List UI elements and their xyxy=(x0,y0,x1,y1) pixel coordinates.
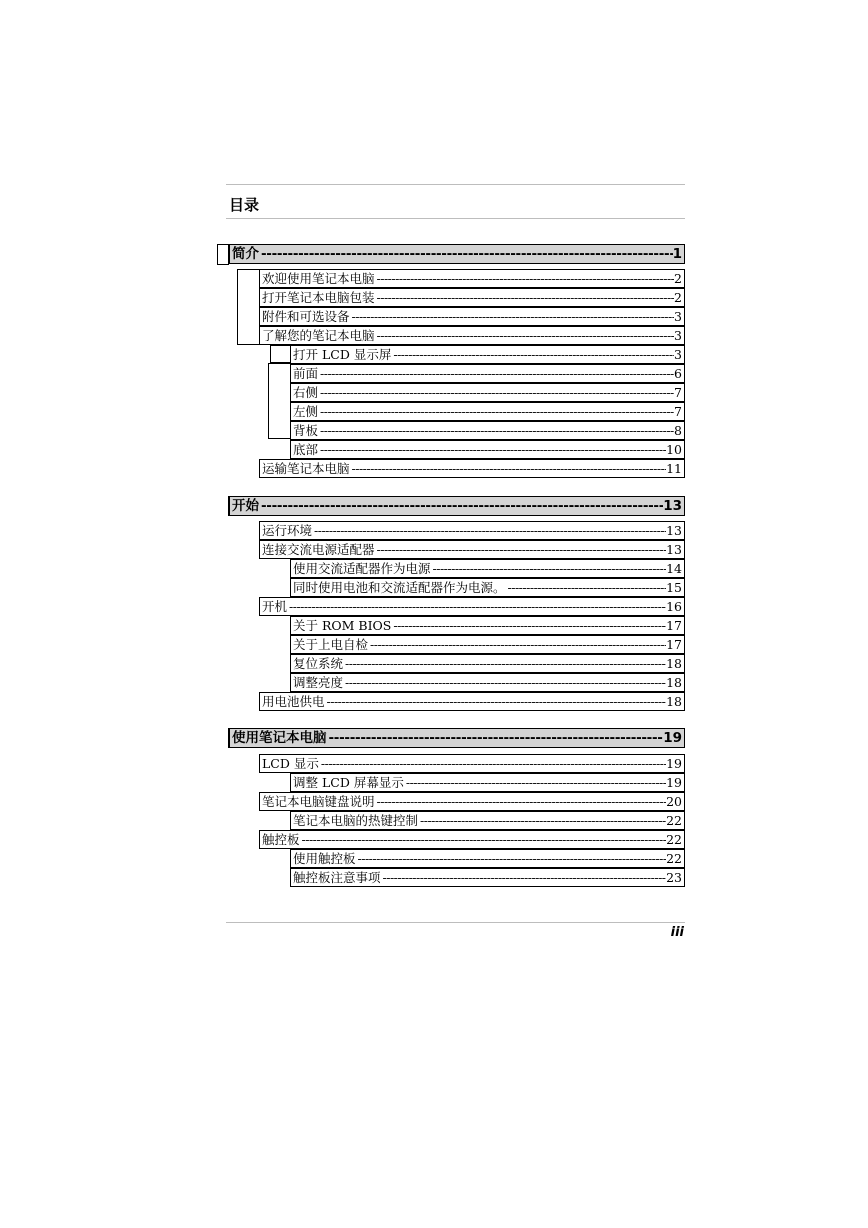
toc-entry[interactable] xyxy=(259,326,685,345)
entry-label: 用电池供电 xyxy=(262,694,325,709)
dot-leader xyxy=(375,793,667,810)
entry-label: 附件和可选设备 xyxy=(262,309,350,324)
dot-leader xyxy=(343,674,666,691)
toc-entry[interactable] xyxy=(290,673,685,692)
header-rule-top xyxy=(226,184,685,185)
entry-page: 17 xyxy=(666,637,682,652)
dot-leader xyxy=(375,541,667,558)
toc-entry[interactable] xyxy=(259,830,685,849)
entry-label: 右侧 xyxy=(293,385,319,400)
toc-entry[interactable] xyxy=(290,421,685,440)
decorative-box xyxy=(268,363,291,439)
entry-label: 打开 LCD 显示屏 xyxy=(293,347,392,362)
entry-label: 运输笔记本电脑 xyxy=(262,461,350,476)
dot-leader xyxy=(325,693,667,710)
entry-label: 复位系统 xyxy=(293,656,344,671)
entry-label: 左侧 xyxy=(293,404,319,419)
toc-entry[interactable] xyxy=(259,269,685,288)
entry-page: 3 xyxy=(674,328,682,343)
entry-label: 背板 xyxy=(293,423,319,438)
entry-page: 22 xyxy=(666,851,682,866)
entry-page: 22 xyxy=(666,813,682,828)
toc-entry[interactable] xyxy=(259,459,685,478)
entry-label: 开机 xyxy=(262,599,288,614)
entry-page: 19 xyxy=(666,756,682,771)
entry-label: LCD 显示 xyxy=(262,756,319,771)
dot-leader xyxy=(318,422,674,439)
dot-leader xyxy=(381,869,667,886)
toc-entry[interactable] xyxy=(259,288,685,307)
toc-entry[interactable] xyxy=(259,307,685,326)
toc-entry[interactable] xyxy=(290,773,685,792)
dot-leader xyxy=(259,246,673,263)
dot-leader xyxy=(375,270,675,287)
dot-leader xyxy=(343,655,666,672)
entry-label: 欢迎使用笔记本电脑 xyxy=(262,271,375,286)
entry-label: 触控板注意事项 xyxy=(293,870,381,885)
toc-entry[interactable] xyxy=(290,440,685,459)
toc-entry[interactable] xyxy=(290,868,685,887)
dot-leader xyxy=(318,403,674,420)
dot-leader xyxy=(319,755,666,772)
entry-page: 14 xyxy=(666,561,682,576)
toc-entry[interactable] xyxy=(290,811,685,830)
entry-label: 笔记本电脑键盘说明 xyxy=(262,794,375,809)
toc-entry[interactable] xyxy=(259,540,685,559)
chapter-title: 开始 xyxy=(232,497,259,514)
chapter-page: 13 xyxy=(663,497,682,514)
entry-page: 15 xyxy=(666,580,682,595)
entry-page: 2 xyxy=(674,290,682,305)
entry-page: 23 xyxy=(666,870,682,885)
toc-entry[interactable] xyxy=(290,578,685,597)
entry-page: 6 xyxy=(674,366,682,381)
dot-leader xyxy=(368,636,666,653)
dot-leader xyxy=(312,522,666,539)
entry-page: 7 xyxy=(674,404,682,419)
toc-entry[interactable] xyxy=(290,383,685,402)
entry-page: 11 xyxy=(666,461,682,476)
chapter-page: 1 xyxy=(672,245,682,262)
entry-page: 8 xyxy=(674,423,682,438)
entry-page: 3 xyxy=(674,347,682,362)
chapter-title: 使用笔记本电脑 xyxy=(232,729,327,746)
entry-label: 了解您的笔记本电脑 xyxy=(262,328,375,343)
entry-label: 关于 ROM BIOS xyxy=(293,618,392,633)
toc-entry[interactable] xyxy=(290,402,685,421)
decorative-box xyxy=(270,345,291,363)
toc-chapter[interactable] xyxy=(228,244,685,264)
entry-label: 同时使用电池和交流适配器作为电源。 xyxy=(293,580,506,595)
dot-leader xyxy=(287,598,666,615)
header-rule-bottom xyxy=(226,218,685,219)
dot-leader xyxy=(327,730,664,747)
entry-label: 使用触控板 xyxy=(293,851,356,866)
dot-leader xyxy=(350,460,667,477)
entry-label: 连接交流电源适配器 xyxy=(262,542,375,557)
dot-leader xyxy=(391,346,674,363)
dot-leader xyxy=(350,308,675,325)
entry-label: 关于上电自检 xyxy=(293,637,369,652)
entry-label: 前面 xyxy=(293,366,319,381)
toc-chapter[interactable] xyxy=(228,728,685,748)
dot-leader xyxy=(356,850,667,867)
toc-entry[interactable] xyxy=(290,364,685,383)
decorative-box xyxy=(237,269,260,345)
entry-page: 16 xyxy=(666,599,682,614)
dot-leader xyxy=(318,441,666,458)
entry-label: 笔记本电脑的热键控制 xyxy=(293,813,419,828)
entry-label: 打开笔记本电脑包装 xyxy=(262,290,375,305)
entry-page: 3 xyxy=(674,309,682,324)
dot-leader xyxy=(431,560,667,577)
dot-leader xyxy=(375,289,675,306)
chapter-title: 简介 xyxy=(232,245,259,262)
entry-page: 10 xyxy=(666,442,682,457)
toc-chapter[interactable] xyxy=(228,496,685,516)
toc-entry[interactable] xyxy=(290,345,685,364)
entry-page: 17 xyxy=(666,618,682,633)
entry-page: 13 xyxy=(666,542,682,557)
dot-leader xyxy=(318,365,674,382)
entry-page: 18 xyxy=(666,656,682,671)
entry-label: 运行环境 xyxy=(262,523,313,538)
entry-label: 调整 LCD 屏幕显示 xyxy=(293,775,404,790)
toc-entry[interactable] xyxy=(290,849,685,868)
toc-entry[interactable] xyxy=(290,635,685,654)
toc-entry[interactable] xyxy=(290,654,685,673)
toc-entry[interactable] xyxy=(259,597,685,616)
toc-entry[interactable] xyxy=(290,616,685,635)
entry-label: 使用交流适配器作为电源 xyxy=(293,561,431,576)
entry-page: 18 xyxy=(666,675,682,690)
dot-leader xyxy=(300,831,667,848)
entry-page: 22 xyxy=(666,832,682,847)
page-title: 目录 xyxy=(229,196,260,214)
entry-page: 20 xyxy=(666,794,682,809)
toc-entry[interactable] xyxy=(259,521,685,540)
entry-page: 19 xyxy=(666,775,682,790)
dot-leader xyxy=(318,384,674,401)
entry-label: 底部 xyxy=(293,442,319,457)
toc-entry[interactable] xyxy=(290,559,685,578)
entry-page: 18 xyxy=(666,694,682,709)
entry-label: 触控板 xyxy=(262,832,300,847)
dot-leader xyxy=(404,774,666,791)
toc-entry[interactable] xyxy=(259,754,685,773)
entry-page: 2 xyxy=(674,271,682,286)
entry-page: 13 xyxy=(666,523,682,538)
dot-leader xyxy=(375,327,675,344)
dot-leader xyxy=(259,498,663,515)
page-number: iii xyxy=(670,925,684,940)
entry-label: 调整亮度 xyxy=(293,675,344,690)
toc-entry[interactable] xyxy=(259,692,685,711)
entry-page: 7 xyxy=(674,385,682,400)
dot-leader xyxy=(391,617,666,634)
dot-leader xyxy=(506,579,667,596)
chapter-page: 19 xyxy=(663,729,682,746)
footer-rule xyxy=(226,922,685,923)
toc-entry[interactable] xyxy=(259,792,685,811)
dot-leader xyxy=(418,812,666,829)
